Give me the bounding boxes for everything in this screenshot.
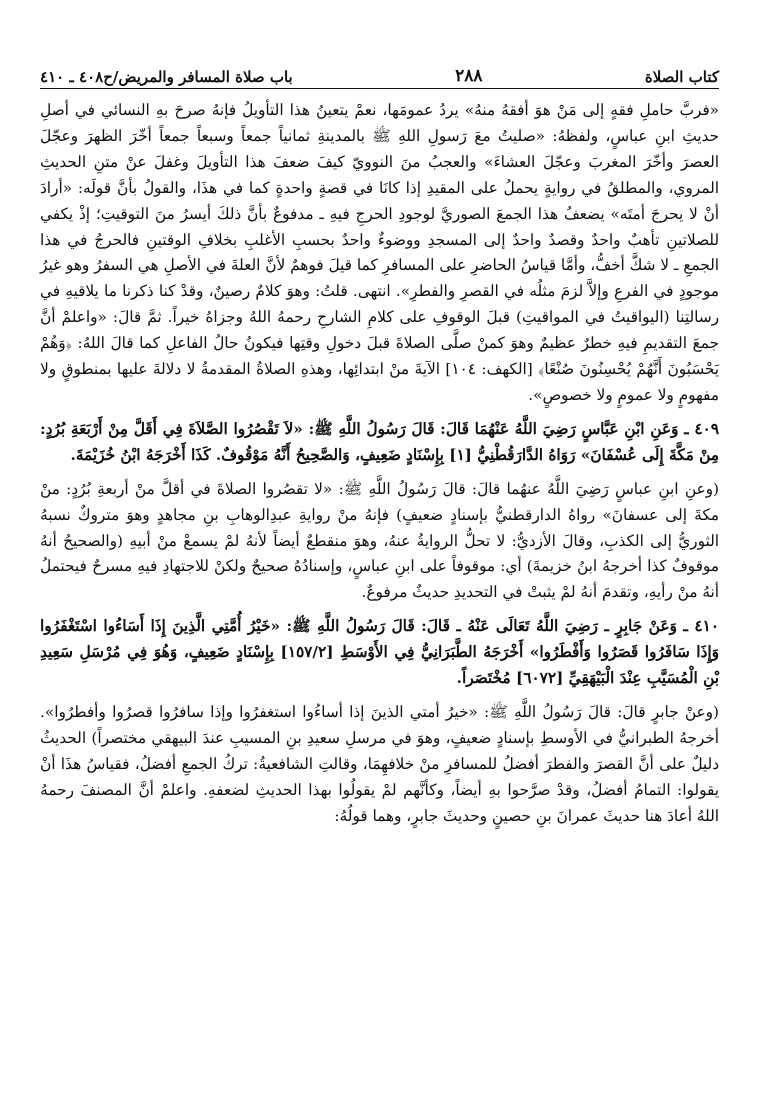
hadith-410: ٤١٠ ـ وَعَنْ جَابِرٍ ـ رَضِيَ اللَّهُ تَعَالَى عَنْهُ ـ قَالَ: قَالَ رَسُولُ اللَّهِ ﷺ: «خَيْرُ أُمَّتِي الَّذِينَ إِذَا أَسَاءُوا اسْتَغْفَرُوا وَإِذَا سَافَرُوا قَصَرُوا وَأَفْطَرُوا» أَخْرَجَهُ الطَّبَرَانِيُّ فِي الأَوْسَطِ [١٥٧/٢] بِإِسْنَادٍ ضَعِيفٍ، وَهُوَ فِي مُرْسَلِ سَعِيدِ بْنِ الْمُسَيَّبِ عِنْدَ الْبَيْهَقِيِّ [٦٠٧٢] مُخْتَصَراً. bbox=[40, 617, 719, 688]
commentary-410: (وعنْ جابرٍ قالَ: قالَ رَسُولُ اللَّهِ ﷺ: «خيرُ أمتي الذينَ إذا أساءُوا استغفرُوا وإذا سافرُوا قصرُوا وأفطرُوا». أخرجهُ الطبرانيُّ في الأوسطِ بإسنادٍ ضعيفٍ، وهوَ في مرسلِ سعيدِ بنِ المسيبِ عندَ البيهقي مختصراً) الحديثُ دليلٌ على أنَّ القصرَ والفطرَ أفضلُ للمسافرِ منْ خلافهِمَا، وقالتِ الشافعيةُ: تركُ الجمعِ أفضلُ، فقياسُ هذَا أنْ يقولوا: التمامُ أفضلُ، وقدْ صرَّحوا بهِ أيضاً، وكأنَّهم لمْ يقولُوا بهذا الحديثِ لضعفهِ. واعلمْ أنَّ المصنفَ رحمهُ اللهُ أعادَ هنا حديثَ عمرانَ بنِ حصينٍ وحديثَ جابرٍ، وهما قولُهُ: bbox=[40, 702, 719, 825]
commentary-409: (وعنِ ابنِ عباسٍ رَضِيَ اللَّهُ عنهُما قالَ: قالَ رَسُولُ اللَّهِ ﷺ: «لا تقصُروا الصلاةَ في أقلَّ منْ أربعةِ بُرُدٍ: منْ مكةَ إلى عسفانَ» رواهُ الدارقطنيُّ بإسنادٍ ضعيفٍ) فإنهُ منْ روايةِ عبدِالوهابِ بنِ مجاهدٍ وهوَ متروكٌ نسبهُ الثوريُّ إلى الكذبِ، وقالَ الأزديُّ: لا تحلُّ الروايةُ عنهُ، وهوَ منقطعٌ أيضاً لأنهُ لمْ يسمعْ منْ أبيهِ (والصحيحُ أنهُ موقوفٌ كذا أخرجهُ ابنُ خزيمةَ) أي: موقوفاً على ابنِ عباسٍ، وإسنادُهُ صحيحٌ ولكنْ للاجتهادِ فيهِ مسرحٌ فيحتملُ أنهُ منْ رأيهِ، وتقدمَ أنهُ لمْ يثبتْ في التحديدِ حديثٌ مرفوعٌ. bbox=[40, 479, 719, 602]
chapter-title: باب صلاة المسافر والمريض/ح٤٠٨ ـ ٤١٠ bbox=[40, 68, 293, 86]
paragraph-gap bbox=[40, 409, 719, 417]
page-body bbox=[40, 98, 719, 829]
page-header bbox=[40, 60, 719, 86]
header-rule bbox=[40, 88, 719, 89]
paragraph-gap bbox=[40, 606, 719, 614]
paragraph-gap bbox=[40, 692, 719, 700]
commentary-paragraph: «فربَّ حاملِ فقهٍ إلى مَنْ هوَ أفقهُ منهُ» يردُ عمومَها، نعمْ يتعينُ هذا التأويلُ فإنهُ صرحَ بهِ النسائي في أصلِ حديثِ ابنِ عباسٍ، ولفظهُ: «صليتُ معَ رَسولِ اللهِ ﷺ بالمدينةِ ثمانياً جمعاً وسبعاً جمعاً أخّرَ الظهرَ وعجّلَ العصرَ وأخّرَ المغربَ وعجّلَ العشاءَ» والعجبُ منَ النوويّ كيفَ ضعفَ هذا التأويلَ وغفلَ عنْ متنِ الحديثِ المروي، والمطلقُ في روايةٍ يحملُ على المقيدِ إذا كانَا في قصةٍ واحدةٍ كما في هذَا، والقولُ بأنَّ قولَه: «أرادَ أنْ لا يحرجَ أمتَه» يضعفُ هذا الجمعَ الصوريَّ لوجودِ الحرجِ فيهِ ـ مدفوعٌ بأنَّ ذلكَ أيسرُ منَ التوقيتِ؛ إذْ يكفي للصلاتينِ تأهبٌ واحدٌ وقصدٌ واحدٌ إلى المسجدِ ووضوءٌ واحدٌ بحسبِ الأغلبِ بخلافِ الوقتينِ فالحرجُ في هذا الجمعِ ـ لا شكَّ أخفُّ، وأمَّا قياسُ الحاضرِ على المسافرِ كما قيلَ فوهمٌ لأنَّ العلةَ في الأصلِ هي السفرُ وهو غيرُ موجودٍ في الفرعِ وإلاَّ لزمَ مثلُه في القصرِ والفطرِ». انتهى. قلتُ: وهوَ كلامٌ رصينٌ، وقدْ كنا ذكرنا ما يلاقيهِ في رسالتِنا (اليواقيتُ في المواقيتِ) قبلَ الوقوفِ على كلامِ الشارحِ رحمهُ اللهُ وجزاهُ خيراً. ثمَّ قالَ: «واعلمْ أنَّ جمعَ التقديمِ فيهِ خطرٌ عظيمٌ وهوَ كمنْ صلَّى الصلاةَ قبلَ دخولِ وقتِها فيكونُ حالُ الفاعلِ كما قالَ اللهُ: ﴿وَهُمْ يَحْسَبُونَ أَنَّهُمْ يُحْسِنُونَ صُنْعًا﴾ [الكهف: ١٠٤] الآيةَ منْ ابتدائِها، وهذهِ الصلاةُ المقدمةُ لا دلالةَ عليها بمنطوقٍ ولا مفهومٍ ولا عمومٍ ولا خصوصٍ». bbox=[40, 101, 719, 404]
book-title: كتاب الصلاة bbox=[644, 68, 719, 86]
page-number: ٢٨٨ bbox=[455, 66, 483, 86]
paragraph-gap bbox=[40, 469, 719, 477]
hadith-409: ٤٠٩ ـ وَعَنِ ابْنِ عَبَّاسٍ رَضِيَ اللَّهُ عَنْهُمَا قَالَ: قَالَ رَسُولُ اللَّهِ ﷺ: «لاَ تَقْصُرُوا الصَّلاَةَ فِي أَقَلَّ مِنْ أَرْبَعَةِ بُرُدٍ: مِنْ مَكَّةَ إِلَى عُسْفَانَ» رَوَاهُ الدَّارَقُطْنِيُّ [١] بِإِسْنَادٍ ضَعِيفٍ، وَالصَّحِيحُ أَنَّهُ مَوْقُوفٌ. كَذَا أَخْرَجَهُ ابْنُ خُزَيْمَةَ. bbox=[40, 419, 719, 464]
